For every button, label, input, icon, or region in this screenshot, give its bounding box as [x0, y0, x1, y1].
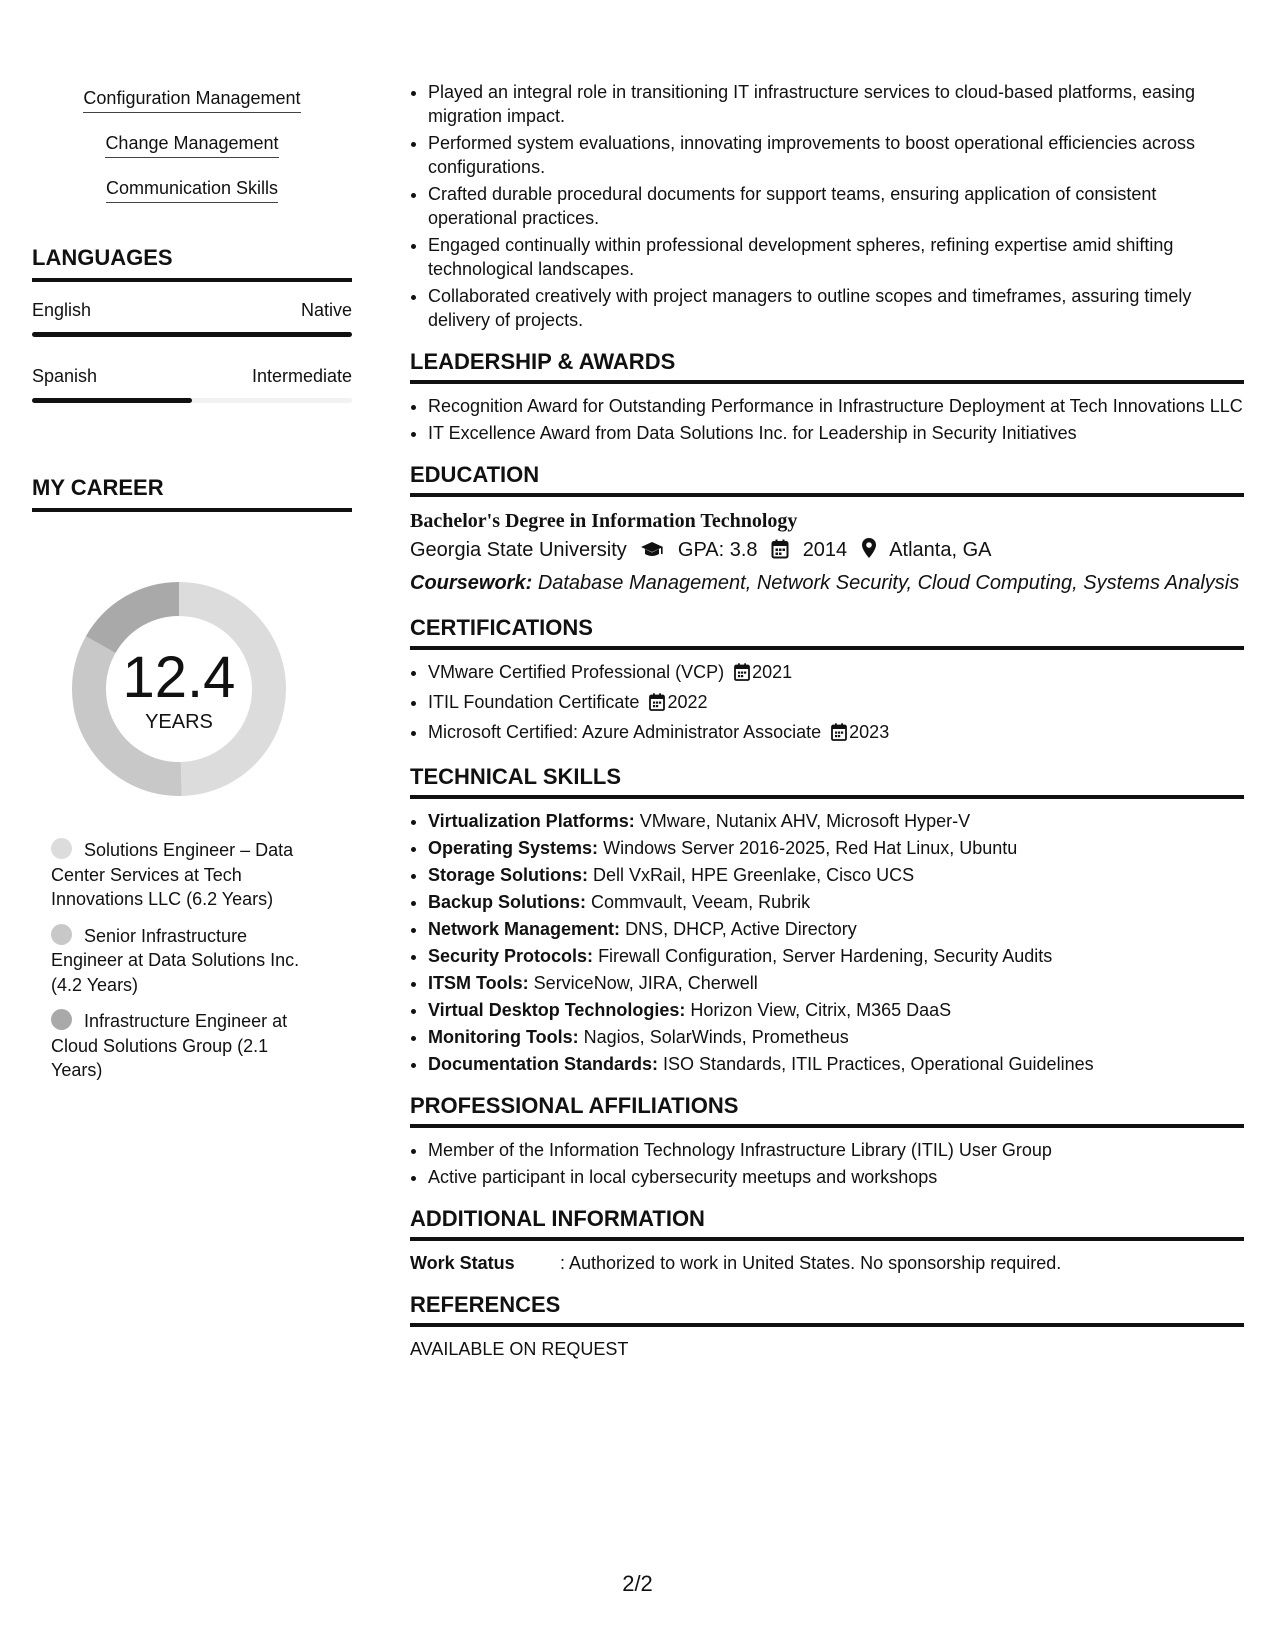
technical-skills-list [410, 809, 1244, 1076]
work-status-row [410, 1251, 1244, 1275]
main-content [410, 80, 1244, 1361]
language-level: Intermediate [251, 366, 352, 386]
affiliations-list [410, 1138, 1244, 1189]
list-item: • Crafted durable procedural documents for support teams, ensuring application of consistent operational practices. [428, 182, 1244, 230]
list-item: • Played an integral role in transitioning IT infrastructure services to cloud-based platforms, easing migration impact. [428, 80, 1244, 128]
career-legend [51, 838, 321, 1095]
graduation-cap-icon [640, 538, 664, 568]
certifications-list [410, 660, 1244, 747]
career-heading: MY CAREER [32, 474, 352, 512]
references-heading: REFERENCES [410, 1291, 1244, 1327]
skill-row: • Monitoring Tools: Nagios, SolarWinds, Prometheus [428, 1025, 1244, 1049]
skill-row: • Network Management: DNS, DHCP, Active Directory [428, 917, 1244, 941]
list-item: • Collaborated creatively with project managers to outline scopes and timeframes, assuring timely delivery of projects. [428, 284, 1244, 332]
skill-item: Communication Skills [32, 176, 352, 221]
career-donut-chart [66, 576, 292, 802]
education-coursework: Coursework: Database Management, Network Security, Cloud Computing, Systems Analysis [410, 572, 1240, 594]
education-gpa: GPA: 3.8 [677, 539, 758, 561]
skill-row: • Operating Systems: Windows Server 2016-2025, Red Hat Linux, Ubuntu [428, 836, 1244, 860]
skill-list [32, 86, 352, 221]
list-item: • Recognition Award for Outstanding Performance in Infrastructure Deployment at Tech Innovations LLC [428, 394, 1244, 418]
experience-bullets [410, 80, 1244, 332]
language-name: English [32, 300, 92, 320]
language-bar-fill [32, 332, 352, 337]
skill-item: Change Management [32, 131, 352, 176]
education-year: 2014 [802, 539, 848, 561]
references-text: AVAILABLE ON REQUEST [410, 1339, 629, 1359]
career-legend-item: Solutions Engineer – Data Center Services at Tech Innovations LLC (6.2 Years) [51, 840, 294, 909]
affiliations-heading: PROFESSIONAL AFFILIATIONS [410, 1092, 1244, 1128]
page-number: 2/2 [622, 1571, 653, 1596]
calendar-icon [831, 723, 847, 747]
certification-item: • VMware Certified Professional (VCP) 2021 [428, 660, 1244, 687]
language-english [32, 298, 352, 338]
list-item: • Active participant in local cybersecurity meetups and workshops [428, 1165, 1244, 1189]
list-item: • Engaged continually within professional development spheres, refining expertise amid shifting technological landscapes. [428, 233, 1244, 281]
certification-item: • Microsoft Certified: Azure Administrator Associate 2023 [428, 720, 1244, 747]
language-name: Spanish [32, 366, 98, 386]
career-total-years: 12.4 [122, 645, 236, 710]
education-school: Georgia State University [410, 539, 627, 561]
education-details [410, 535, 1244, 568]
education-location: Atlanta, GA [889, 539, 992, 561]
leadership-heading: LEADERSHIP & AWARDS [410, 348, 1244, 384]
language-level: Native [300, 300, 352, 320]
skill-row: • Backup Solutions: Commvault, Veeam, Rubrik [428, 890, 1244, 914]
technical-skills-heading: TECHNICAL SKILLS [410, 763, 1244, 799]
calendar-icon [649, 693, 665, 717]
work-status-value: : Authorized to work in United States. No sponsorship required. [560, 1253, 1062, 1273]
location-pin-icon [861, 537, 877, 568]
work-status-label: Work Status [410, 1253, 515, 1273]
skill-row: • Virtual Desktop Technologies: Horizon View, Citrix, M365 DaaS [428, 998, 1244, 1022]
legend-dot [51, 1009, 72, 1030]
language-bar [32, 332, 352, 337]
career-legend-item: Senior Infrastructure Engineer at Data Solutions Inc. (4.2 Years) [51, 925, 300, 995]
language-spanish [32, 364, 352, 404]
calendar-icon [771, 538, 789, 568]
skill-row: • Virtualization Platforms: VMware, Nutanix AHV, Microsoft Hyper-V [428, 809, 1244, 833]
certifications-heading: CERTIFICATIONS [410, 614, 1244, 650]
legend-dot [51, 924, 72, 945]
language-bar-fill [32, 398, 192, 403]
career-legend-item: Infrastructure Engineer at Cloud Solutions Group (2.1 Years) [51, 1011, 288, 1080]
languages-heading: LANGUAGES [32, 244, 352, 282]
legend-dot [51, 838, 72, 859]
additional-info-heading: ADDITIONAL INFORMATION [410, 1205, 1244, 1241]
calendar-icon [734, 663, 750, 687]
skill-row: • Security Protocols: Firewall Configuration, Server Hardening, Security Audits [428, 944, 1244, 968]
language-bar [32, 398, 352, 403]
certification-item: • ITIL Foundation Certificate 2022 [428, 690, 1244, 717]
skill-row: • Documentation Standards: ISO Standards, ITIL Practices, Operational Guidelines [428, 1052, 1244, 1076]
career-total-unit: YEARS [145, 711, 213, 733]
list-item: • IT Excellence Award from Data Solutions Inc. for Leadership in Security Initiatives [428, 421, 1244, 445]
skill-row: • ITSM Tools: ServiceNow, JIRA, Cherwell [428, 971, 1244, 995]
education-degree: Bachelor's Degree in Information Technology [410, 510, 798, 532]
skill-item: Configuration Management [32, 86, 352, 131]
skill-row: • Storage Solutions: Dell VxRail, HPE Greenlake, Cisco UCS [428, 863, 1244, 887]
list-item: • Performed system evaluations, innovating improvements to boost operational efficiencies across configurations. [428, 131, 1244, 179]
leadership-list [410, 394, 1244, 445]
list-item: • Member of the Information Technology Infrastructure Library (ITIL) User Group [428, 1138, 1244, 1162]
education-heading: EDUCATION [410, 461, 1244, 497]
